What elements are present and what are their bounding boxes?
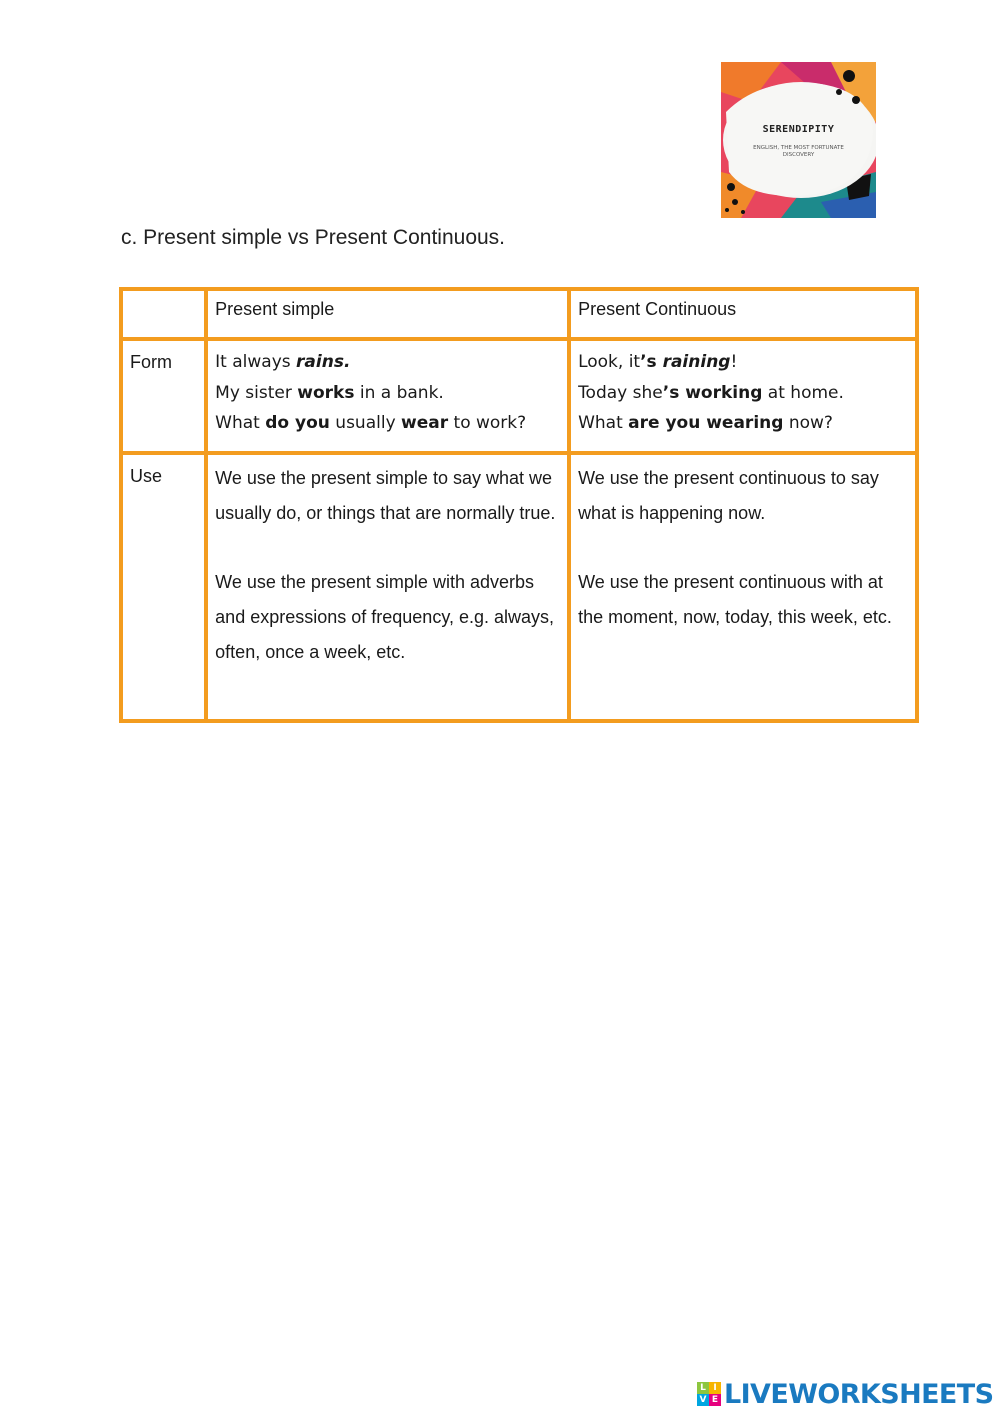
example-text: in a bank.: [354, 382, 444, 403]
emphasized-text: raining: [662, 352, 731, 372]
example-text: usually: [329, 413, 402, 433]
use-simple-paragraph-2: We use the present simple with adverbs and expressions of frequency, e.g. always, often, once a week, etc.: [215, 572, 555, 662]
liveworksheets-icon: [697, 1382, 721, 1406]
example-text: My sister: [215, 382, 298, 403]
example-text: at home.: [762, 382, 844, 403]
emphasized-text: do you: [265, 413, 330, 433]
example-text: Look, it: [578, 352, 641, 372]
brand-icon-letter: E: [709, 1394, 721, 1406]
logo-subtitle: ENGLISH, THE MOST FORTUNATE DISCOVERY: [753, 145, 844, 158]
form-continuous-cell: [569, 339, 917, 453]
form-label: Form: [130, 352, 172, 372]
use-continuous-paragraph-2: We use the present continuous with at the moment, now, today, this week, etc.: [578, 572, 892, 627]
brand-icon-letter: I: [709, 1382, 721, 1394]
emphasized-text: ’s: [640, 352, 663, 372]
form-simple-examples: [215, 347, 560, 439]
continuous-example-line: [578, 408, 908, 439]
form-simple-cell: [206, 339, 569, 453]
use-label-cell: [121, 453, 206, 721]
simple-example-line: [215, 347, 560, 378]
header-present-continuous: Present Continuous: [569, 289, 917, 339]
form-continuous-examples: [578, 347, 908, 439]
example-text: What: [578, 413, 629, 433]
liveworksheets-brand: [697, 1380, 993, 1408]
form-label-cell: [121, 339, 206, 453]
simple-example-line: [215, 378, 560, 409]
example-text: It always: [215, 352, 297, 372]
use-simple-cell: [206, 453, 569, 721]
use-continuous-paragraph-1: We use the present continuous to say what is happening now.: [578, 468, 879, 523]
brand-icon-letter: L: [697, 1382, 709, 1394]
header-present-simple: Present simple: [206, 289, 569, 339]
use-row: [121, 453, 917, 721]
example-text: Today she: [578, 382, 663, 403]
emphasized-text: works: [297, 382, 355, 403]
example-text: What: [215, 413, 266, 433]
brand-icon-letter: V: [697, 1394, 709, 1406]
emphasized-text: are you wearing: [628, 413, 784, 433]
continuous-example-line: [578, 378, 908, 409]
use-label: Use: [130, 466, 163, 486]
example-text: now?: [783, 413, 833, 433]
logo-title: SERENDIPITY: [762, 124, 835, 135]
simple-example-line: [215, 408, 560, 439]
serendipity-logo: [721, 62, 876, 218]
emphasized-text: ’s working: [662, 382, 763, 403]
logo-artwork: [721, 62, 876, 218]
use-continuous-cell: [569, 453, 917, 721]
emphasized-text: wear: [401, 413, 449, 433]
example-text: to work?: [448, 413, 527, 433]
header-empty-cell: [121, 289, 206, 339]
grammar-comparison-table: [119, 287, 919, 723]
continuous-example-line: [578, 347, 908, 378]
emphasized-text: rains.: [296, 352, 351, 372]
use-simple-paragraph-1: We use the present simple to say what we usually do, or things that are normally true.: [215, 468, 556, 523]
brand-text: LIVEWORKSHEETS: [724, 1378, 994, 1410]
section-heading: c. Present simple vs Present Continuous.: [121, 226, 506, 249]
example-text: !: [730, 352, 738, 372]
table-header-row: [121, 289, 917, 339]
form-row: [121, 339, 917, 453]
